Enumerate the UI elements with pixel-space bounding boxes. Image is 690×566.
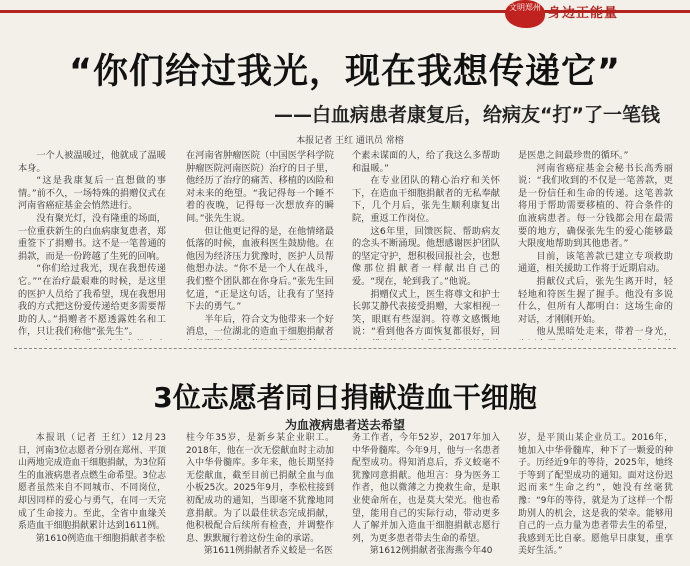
- section-tag: 身边正能量: [548, 6, 619, 21]
- paragraph: 个素未谋面的人，给了我这么多帮助和温暖。”: [352, 150, 500, 174]
- paragraph: 他从黑暗处走来，带着一身光，: [536, 326, 673, 338]
- article-divider: [14, 348, 676, 349]
- paragraph: 捐献仪式后，张先生离开时，轻轻地和符医生握了握手。他没有多说什么，但所有人都明白：这场生命的对话，才刚刚开始。: [518, 275, 673, 325]
- article1-byline: 本报记者 王红 通讯员 常榕: [296, 136, 404, 146]
- article2-headline: 3位志愿者同日捐献造血干细胞: [153, 381, 537, 414]
- paragraph: 本报讯（记者 王红）12月23日，河南3位志愿者分别在郑州、平顶山两地完成造血干细胞捐献，为3位陌生的血液病患者点燃生命希望。3位志愿者虽然来自不同城市、不同岗位，却因同样的爱心与勇气，在同一天完成了生命接力。至此，全省中血缘关系造血干细胞捐献累计达到1611例。: [18, 433, 166, 532]
- article1-column-2: [186, 150, 334, 340]
- paragraph: 半年后，符合文为他带来一个好消息，一位湖北的造血干细胞捐献者: [186, 313, 334, 338]
- paragraph: 务工作者，今年52岁，2017年加入中华骨髓库。今年9月，他与一名患者配型成功。得知消息后，乔义蛟毫不犹豫同意捐献。他坦言：身为医务工作者，他以微薄之力挽救生命，是职业使命所在，也是莫大荣光。他也希望，能用自己的实际行动，带动更多人了解并加入造血干细胞捐献志愿行列，为更多患者带去生命的希望。: [352, 433, 500, 544]
- article2-column-2: [186, 432, 334, 562]
- paragraph: “这是我康复后一直想做的事情。”前不久，一场特殊的捐赠仪式在河南省癌症基金会悄然进行。: [18, 175, 166, 212]
- logo-text: 文明郑州: [509, 3, 541, 12]
- paragraph: 第1611例捐献者乔义蛟是一名医: [203, 546, 333, 557]
- paragraph: 在河南省肿瘤医院（中国医学科学院肿瘤医院河南医院）治疗的日子里，他经历了治疗的痛苦、移植的凶险和对未来的绝望。“我记得每一个睡不着的夜晚，记得每一次想放弃的瞬间。”张先生说。: [186, 150, 334, 224]
- paragraph: 是医患之间最珍贵的循环。”: [518, 150, 629, 161]
- article1-column-1: [18, 150, 166, 340]
- paragraph: [18, 339, 166, 340]
- paragraph: 第1612例捐献者张海燕今年40: [369, 546, 493, 557]
- paragraph: 柱今年35岁，是新乡某企业职工。2018年，他在一次无偿献血时主动加入中华骨髓库。多年来，他长期坚持无偿献血，截至目前已捐献全血与血小板25次。2025年9月，李松柱接到初配成功的通知，当即毫不犹豫地同意捐献。为了以最佳状态完成捐献，他积极配合后续所有检查，并调整作息、默默履行着这份生命的承诺。: [186, 433, 334, 544]
- article2-subhead: 为血液病患者送去希望: [284, 418, 405, 432]
- paragraph: 目前，该笔善款已建立专项救助通道，相关援助工作将于近期启动。: [518, 250, 673, 275]
- paragraph: 河南省癌症基金会秘书长高秀丽说：“我们收到的不仅是一笔善款，更是一份信任和生命的传递。这笔善款将用于帮助需要移植的、符合条件的血液病患者。每一分钱都会用在最需要的地方，确保张先生的爱心能够最大限度地帮助到其他患者。”: [518, 162, 673, 250]
- paragraph: 这6年里，回馈医院、帮助病友的念头不断涌现。他想感谢医护团队的坚定守护，想积极回报社会，也想像那位捐献者一样献出自己的爱。“现在，轮到我了。”他说。: [352, 225, 500, 287]
- paragraph: 没有聚光灯，没有隆重的场面，一位重获新生的白血病康复患者，郑重签下了捐赠书。这不是一笔普通的捐款，而是一份跨越了生死的回响。: [18, 212, 166, 262]
- wenming-zhengzhou-logo: [505, 0, 545, 28]
- paragraph: 在专业团队的精心治疗和关怀下，在造血干细胞捐献者的无私奉献下，几个月后，张先生顺利康复出院，重返工作岗位。: [352, 175, 500, 224]
- header-band: [0, 0, 690, 22]
- article1-subhead: ——白血病患者康复后，给病友“打”了一笔钱: [274, 104, 660, 126]
- paragraph: 岁，是平顶山某企业员工。2016年，她加入中华骨髓库，种下了一颗爱的种子。历经近9年的等待，2025年，她终于等到了配型成功的通知。面对这份迟迟而来“生命之约”，她没有丝毫犹豫：“9年的等待，就是为了这样一个帮助别人的机会，这是我的荣幸。能够用自己的一点力量为患者带去生的希望，我感到无比自豪。愿他早日康复，重享美好生活。”: [518, 433, 673, 557]
- paragraph: “你们给过我光，现在我想传递它。”“在治疗最艰难的时候，是这里的医护人员给了我希望，现在我想用我的方式把这份爱传递给更多需要帮助的人。”捐赠者不愿透露姓名和工作，只让我们称他“张先生”。: [18, 263, 166, 338]
- article1-column-4: [518, 150, 673, 340]
- paragraph: 捐赠仪式上，医生将尊文和护士长郭艾静代表接受捐赠，大家相视一笑，眼眶有些湿润。符尊文感慨地说：“看到他各方面恢复都很好，回: [352, 288, 500, 338]
- article1-headline: “你们给过我光，现在我想传递它”: [68, 52, 621, 92]
- paragraph: 第1610例造血干细胞捐献者李松: [35, 533, 165, 544]
- article2-column-1: [18, 432, 166, 562]
- article1-column-3: [352, 150, 500, 340]
- article2-column-4: [518, 432, 673, 562]
- paragraph: 但让他更记得的是，在他情绪最低落的时候，血液科医生鼓励他。在他因为经济压力犹豫时，医护人员帮他想办法。“你不是一个人在战斗，我们整个团队都在你身后。”张先生回忆道，“正是这句话，让我有了坚持下去的勇气。”: [186, 225, 334, 313]
- article2-column-3: [352, 432, 500, 562]
- paragraph: 一个人被温暖过，他就成了温暖本身。: [18, 150, 166, 174]
